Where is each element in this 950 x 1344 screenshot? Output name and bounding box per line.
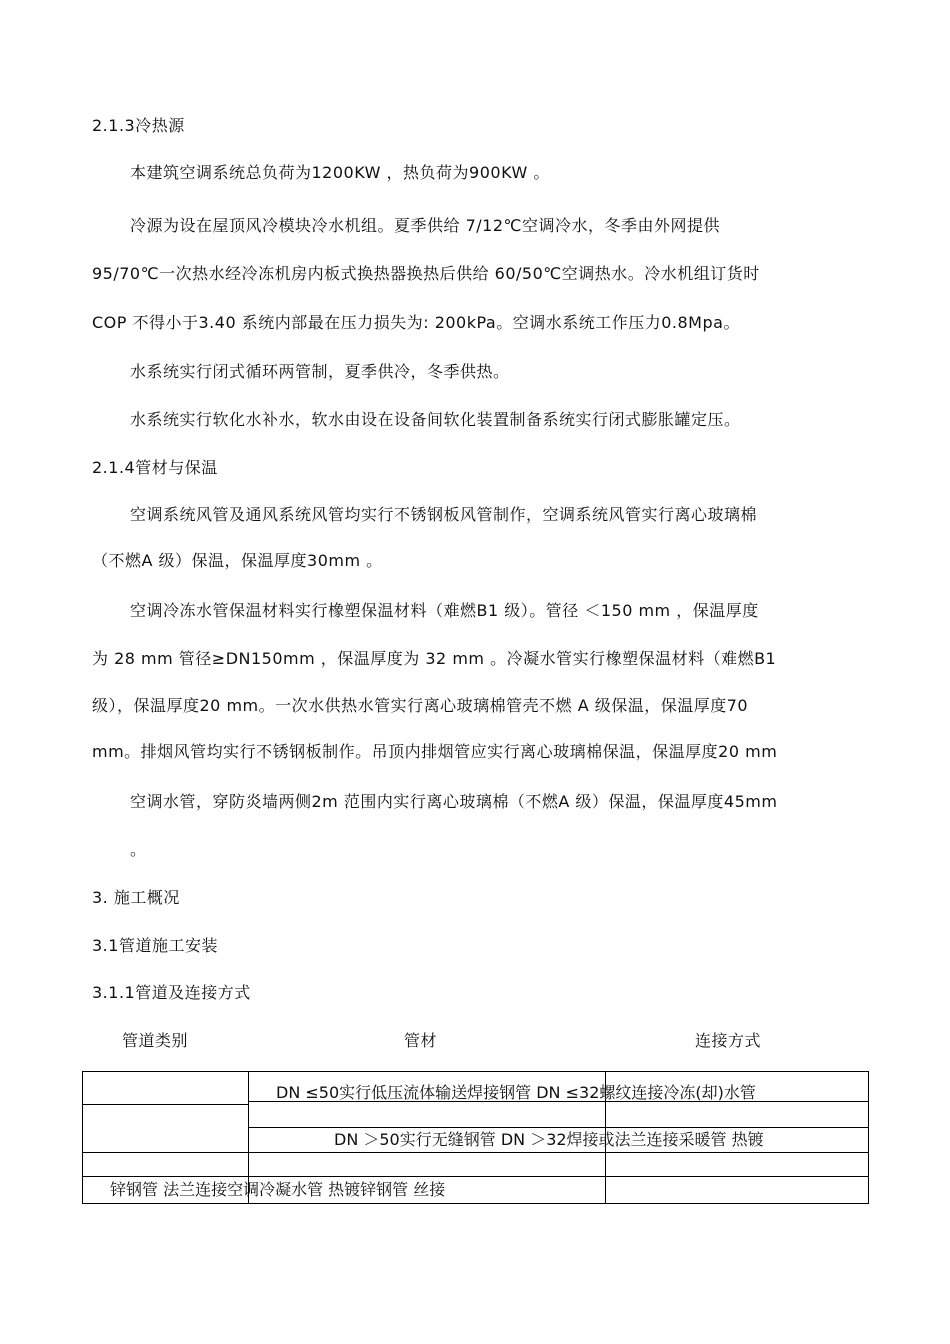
table-border-left: [82, 1071, 83, 1204]
paragraph-cold-source-line3: COP 不得小于3.40 系统内部最在压力损失为: 200kPa。空调水系统工作压力0.8Mpa。: [92, 313, 740, 332]
paragraph-insulation-line2: 为 28 mm 管径≥DN150mm ，保温厚度为 32 mm 。冷凝水管实行橡塑保温材料（难燃B1: [92, 649, 777, 668]
section-2-1-3-heading: 2.1.3冷热源: [92, 116, 185, 135]
table-border-bottom: [82, 1203, 869, 1204]
section-2-1-4-heading: 2.1.4管材与保温: [92, 458, 218, 477]
table-border-right: [868, 1071, 869, 1204]
paragraph-cold-source-line1: 冷源为设在屋顶风冷模块冷水机组。夏季供给 7/12℃空调冷水，冬季由外网提供: [130, 216, 720, 235]
table-row-text-3: 锌钢管 法兰连接空调冷凝水管 热镀锌钢管 丝接: [110, 1180, 446, 1199]
table-header-pipe-material: 管材: [404, 1031, 438, 1050]
table-row-text-1: DN ≤50实行低压流体输送焊接钢管 DN ≤32螺纹连接冷冻(却)水管: [276, 1083, 756, 1102]
paragraph-insulation-line3: 级），保温厚度20 mm。一次水供热水管实行离心玻璃棉管壳不燃 A 级保温，保温厚度70: [92, 696, 749, 715]
paragraph-total-load: 本建筑空调系统总负荷为1200KW ，热负荷为900KW 。: [130, 163, 550, 182]
paragraph-insulation-line1: 空调冷冻水管保温材料实行橡塑保温材料（难燃B1 级）。管径 ＜150 mm ，保温厚度: [130, 601, 759, 620]
table-row-line-4: [82, 1152, 869, 1153]
paragraph-insulation-line4: mm。排烟风管均实行不锈钢板制作。吊顶内排烟管应实行离心玻璃棉保温，保温厚度20 mm: [92, 742, 778, 761]
table-row-line-2: [82, 1104, 248, 1105]
table-row-text-2: DN ＞50实行无缝钢管 DN ＞32焊接或法兰连接采暖管 热镀: [334, 1130, 764, 1149]
section-3-1-1-heading: 3.1.1管道及连接方式: [92, 983, 251, 1002]
table-row-line-5: [82, 1176, 869, 1177]
paragraph-fire-wall-line1: 空调水管，穿防炎墙两侧2m 范围内实行离心玻璃棉（不燃A 级）保温，保温厚度45mm: [130, 792, 778, 811]
section-3-1-heading: 3.1管道施工安装: [92, 936, 218, 955]
table-border-top: [82, 1071, 869, 1072]
paragraph-cold-source-line2: 95/70℃一次热水经冷冻机房内板式换热器换热后供给 60/50℃空调热水。冷水机组订货时: [92, 264, 760, 283]
table-header-connection: 连接方式: [695, 1031, 762, 1050]
paragraph-water-system: 水系统实行闭式循环两管制，夏季供冷，冬季供热。: [130, 362, 510, 381]
table-header-pipe-category: 管道类别: [122, 1031, 189, 1050]
paragraph-duct-line1: 空调系统风管及通风系统风管均实行不锈钢板风管制作，空调系统风管实行离心玻璃棉: [130, 505, 758, 524]
section-3-heading: 3. 施工概况: [92, 888, 180, 907]
table-row-line-3: [248, 1127, 868, 1128]
paragraph-fire-wall-line2: 。: [130, 840, 147, 859]
paragraph-softened-water: 水系统实行软化水补水，软水由设在设备间软化装置制备系统实行闭式膨胀罐定压。: [130, 410, 741, 429]
paragraph-duct-line2: （不燃A 级）保温，保温厚度30mm 。: [92, 551, 383, 570]
